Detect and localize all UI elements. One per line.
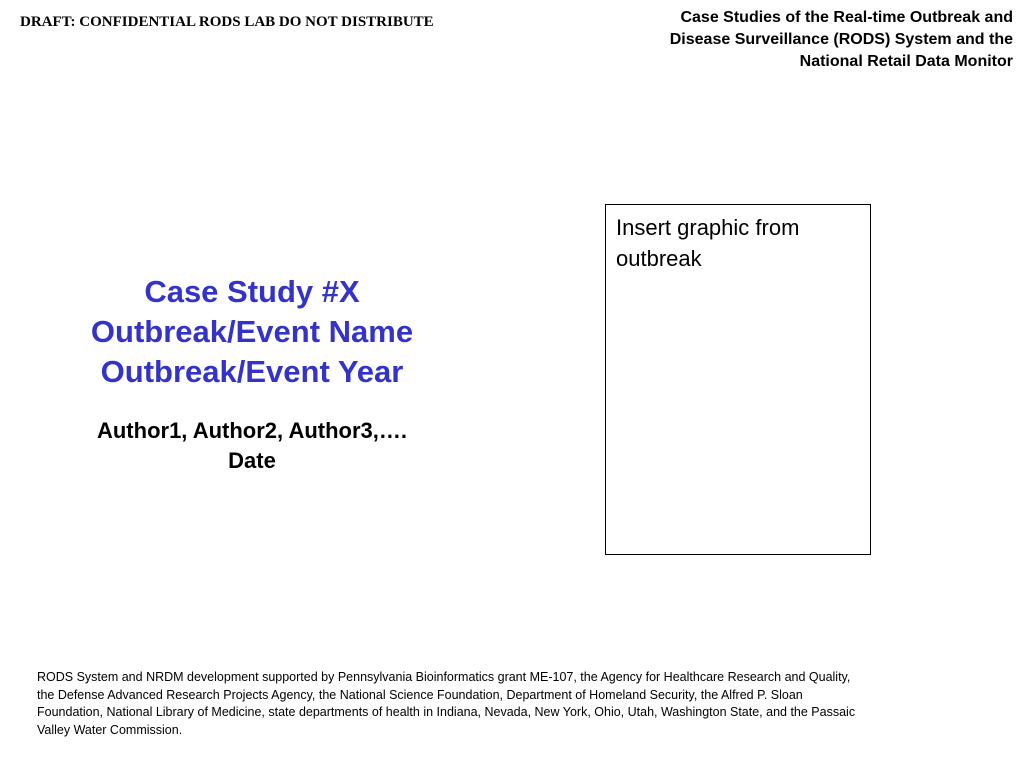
case-study-title <box>40 272 464 392</box>
case-study-block <box>40 272 464 476</box>
case-title-line: Outbreak/Event Year <box>100 354 404 389</box>
draft-label: DRAFT: CONFIDENTIAL RODS LAB DO NOT DISTRIBUTE <box>20 14 434 30</box>
case-title-line: Case Study #X <box>144 274 360 309</box>
funding-acknowledgement <box>37 669 987 739</box>
placeholder-line: outbreak <box>616 246 702 271</box>
case-study-byline <box>40 416 464 476</box>
footer-line: Foundation, National Library of Medicine, state departments of health in Indiana, Nevada, New York, Ohio, Utah, Washington State, and the Passaic <box>37 705 856 719</box>
document-header-title <box>533 7 1013 73</box>
graphic-placeholder-text <box>616 212 856 274</box>
footer-line: the Defense Advanced Research Projects Agency, the National Science Foundation, Department of Homeland Security, the Alfred P. Sloan <box>37 687 803 702</box>
header-title-line: Disease Surveillance (RODS) System and the <box>669 31 1013 48</box>
date-line: Date <box>228 448 276 473</box>
authors-line: Author1, Author2, Author3,…. <box>96 418 408 443</box>
case-title-line: Outbreak/Event Name <box>90 314 414 349</box>
placeholder-line: Insert graphic from <box>616 215 800 240</box>
footer-line: RODS System and NRDM development supported by Pennsylvania Bioinformatics grant ME-107, the Agency for Healthcare Research and Quality, <box>37 670 851 684</box>
footer-line: Valley Water Commission. <box>37 722 183 737</box>
graphic-placeholder-box[interactable] <box>605 204 871 555</box>
header-title-line: National Retail Data Monitor <box>799 53 1013 70</box>
header-title-line: Case Studies of the Real-time Outbreak and <box>680 9 1013 26</box>
